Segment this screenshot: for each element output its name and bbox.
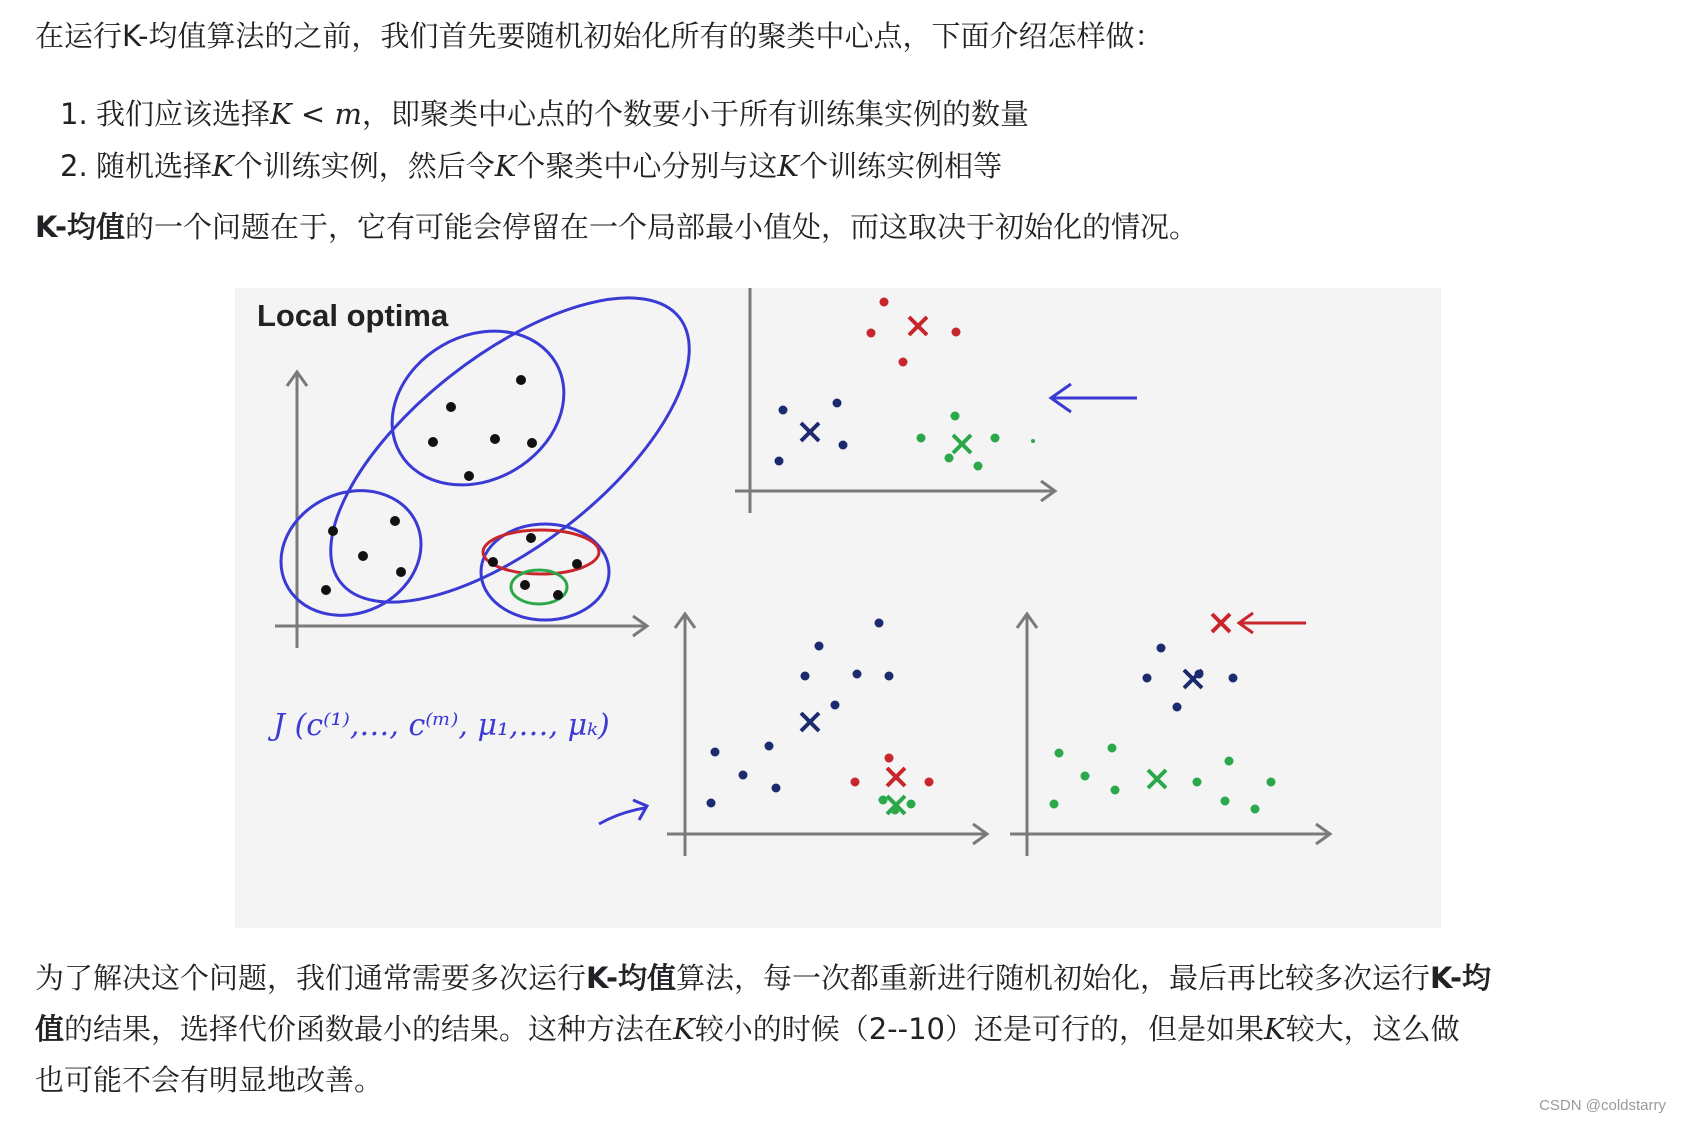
watermark: CSDN @coldstarry <box>1539 1097 1666 1114</box>
local-optima-svg <box>235 288 1441 928</box>
red-ellipse <box>483 530 599 574</box>
math-k: K <box>270 97 292 131</box>
left-points <box>321 375 582 600</box>
math-m: m <box>334 97 362 131</box>
figure-title: Local optima <box>257 298 449 333</box>
solution-line-1: 为了解决这个问题，我们通常需要多次运行K-均值算法，每一次都重新进行随机初始化，最后再比较多次运行K-均 <box>35 961 1492 995</box>
dark-centroid-icon <box>801 713 819 731</box>
red-points-top <box>867 288 961 367</box>
red-centroid-icon <box>909 317 927 335</box>
arrow-to-red-centroid <box>1239 613 1306 633</box>
solution-line-3: 也可能不会有明显地改善。 <box>35 1063 384 1097</box>
blue-ellipses <box>260 288 738 657</box>
bold-term: K-均值 <box>586 961 677 995</box>
math-k: K <box>1264 1012 1286 1046</box>
dark-points-bottom-middle <box>707 619 894 808</box>
dark-centroid-icon <box>801 423 819 441</box>
bottom-middle-axes <box>667 614 987 856</box>
bottom-right-axes <box>1010 614 1330 856</box>
intro-paragraph: 在运行K-均值算法的之前，我们首先要随机初始化所有的聚类中心点，下面介绍怎样做： <box>35 19 1164 53</box>
green-points-bottom-right <box>1050 744 1276 814</box>
list-number: 1. <box>60 97 88 131</box>
math-k: K <box>673 1012 695 1046</box>
red-centroid-icon <box>887 768 905 786</box>
list-item: 1. 我们应该选择K < m，即聚类中心点的个数要小于所有训练集实例的数量 <box>60 88 1029 140</box>
arrow-to-top-right <box>1051 384 1137 412</box>
bold-term: 值 <box>35 1012 65 1046</box>
arrow-to-bottom-left <box>599 800 647 824</box>
math-k: K <box>777 149 800 183</box>
green-centroid-icon <box>953 435 971 453</box>
red-centroid-icon <box>1212 614 1230 632</box>
math-k: K <box>212 149 234 183</box>
math-k: K <box>494 149 517 183</box>
init-steps-list <box>60 88 1029 192</box>
problem-paragraph: K-均值的一个问题在于，它有可能会停留在一个局部最小值处，而这取决于初始化的情况。 <box>35 210 1199 244</box>
dark-centroid-icon <box>1184 670 1202 688</box>
bold-term: K-均 <box>1430 961 1492 995</box>
local-optima-figure <box>235 288 1441 928</box>
solution-line-2: 值的结果，选择代价函数最小的结果。这种方法在K较小的时候（2--10）还是可行的，但是如果K较大，这么做 <box>35 1012 1460 1046</box>
green-points-top <box>917 412 1036 471</box>
list-number: 2. <box>60 149 88 183</box>
bold-term: K-均值 <box>35 210 125 244</box>
list-item: 2. 随机选择K个训练实例，然后令K个聚类中心分别与这K个训练实例相等 <box>60 140 1029 192</box>
cost-function-formula: J (c⁽¹⁾,…, c⁽ᵐ⁾, μ₁,…, μₖ) <box>273 708 610 743</box>
green-centroid-icon <box>1148 770 1166 788</box>
top-right-axes <box>735 288 1055 513</box>
